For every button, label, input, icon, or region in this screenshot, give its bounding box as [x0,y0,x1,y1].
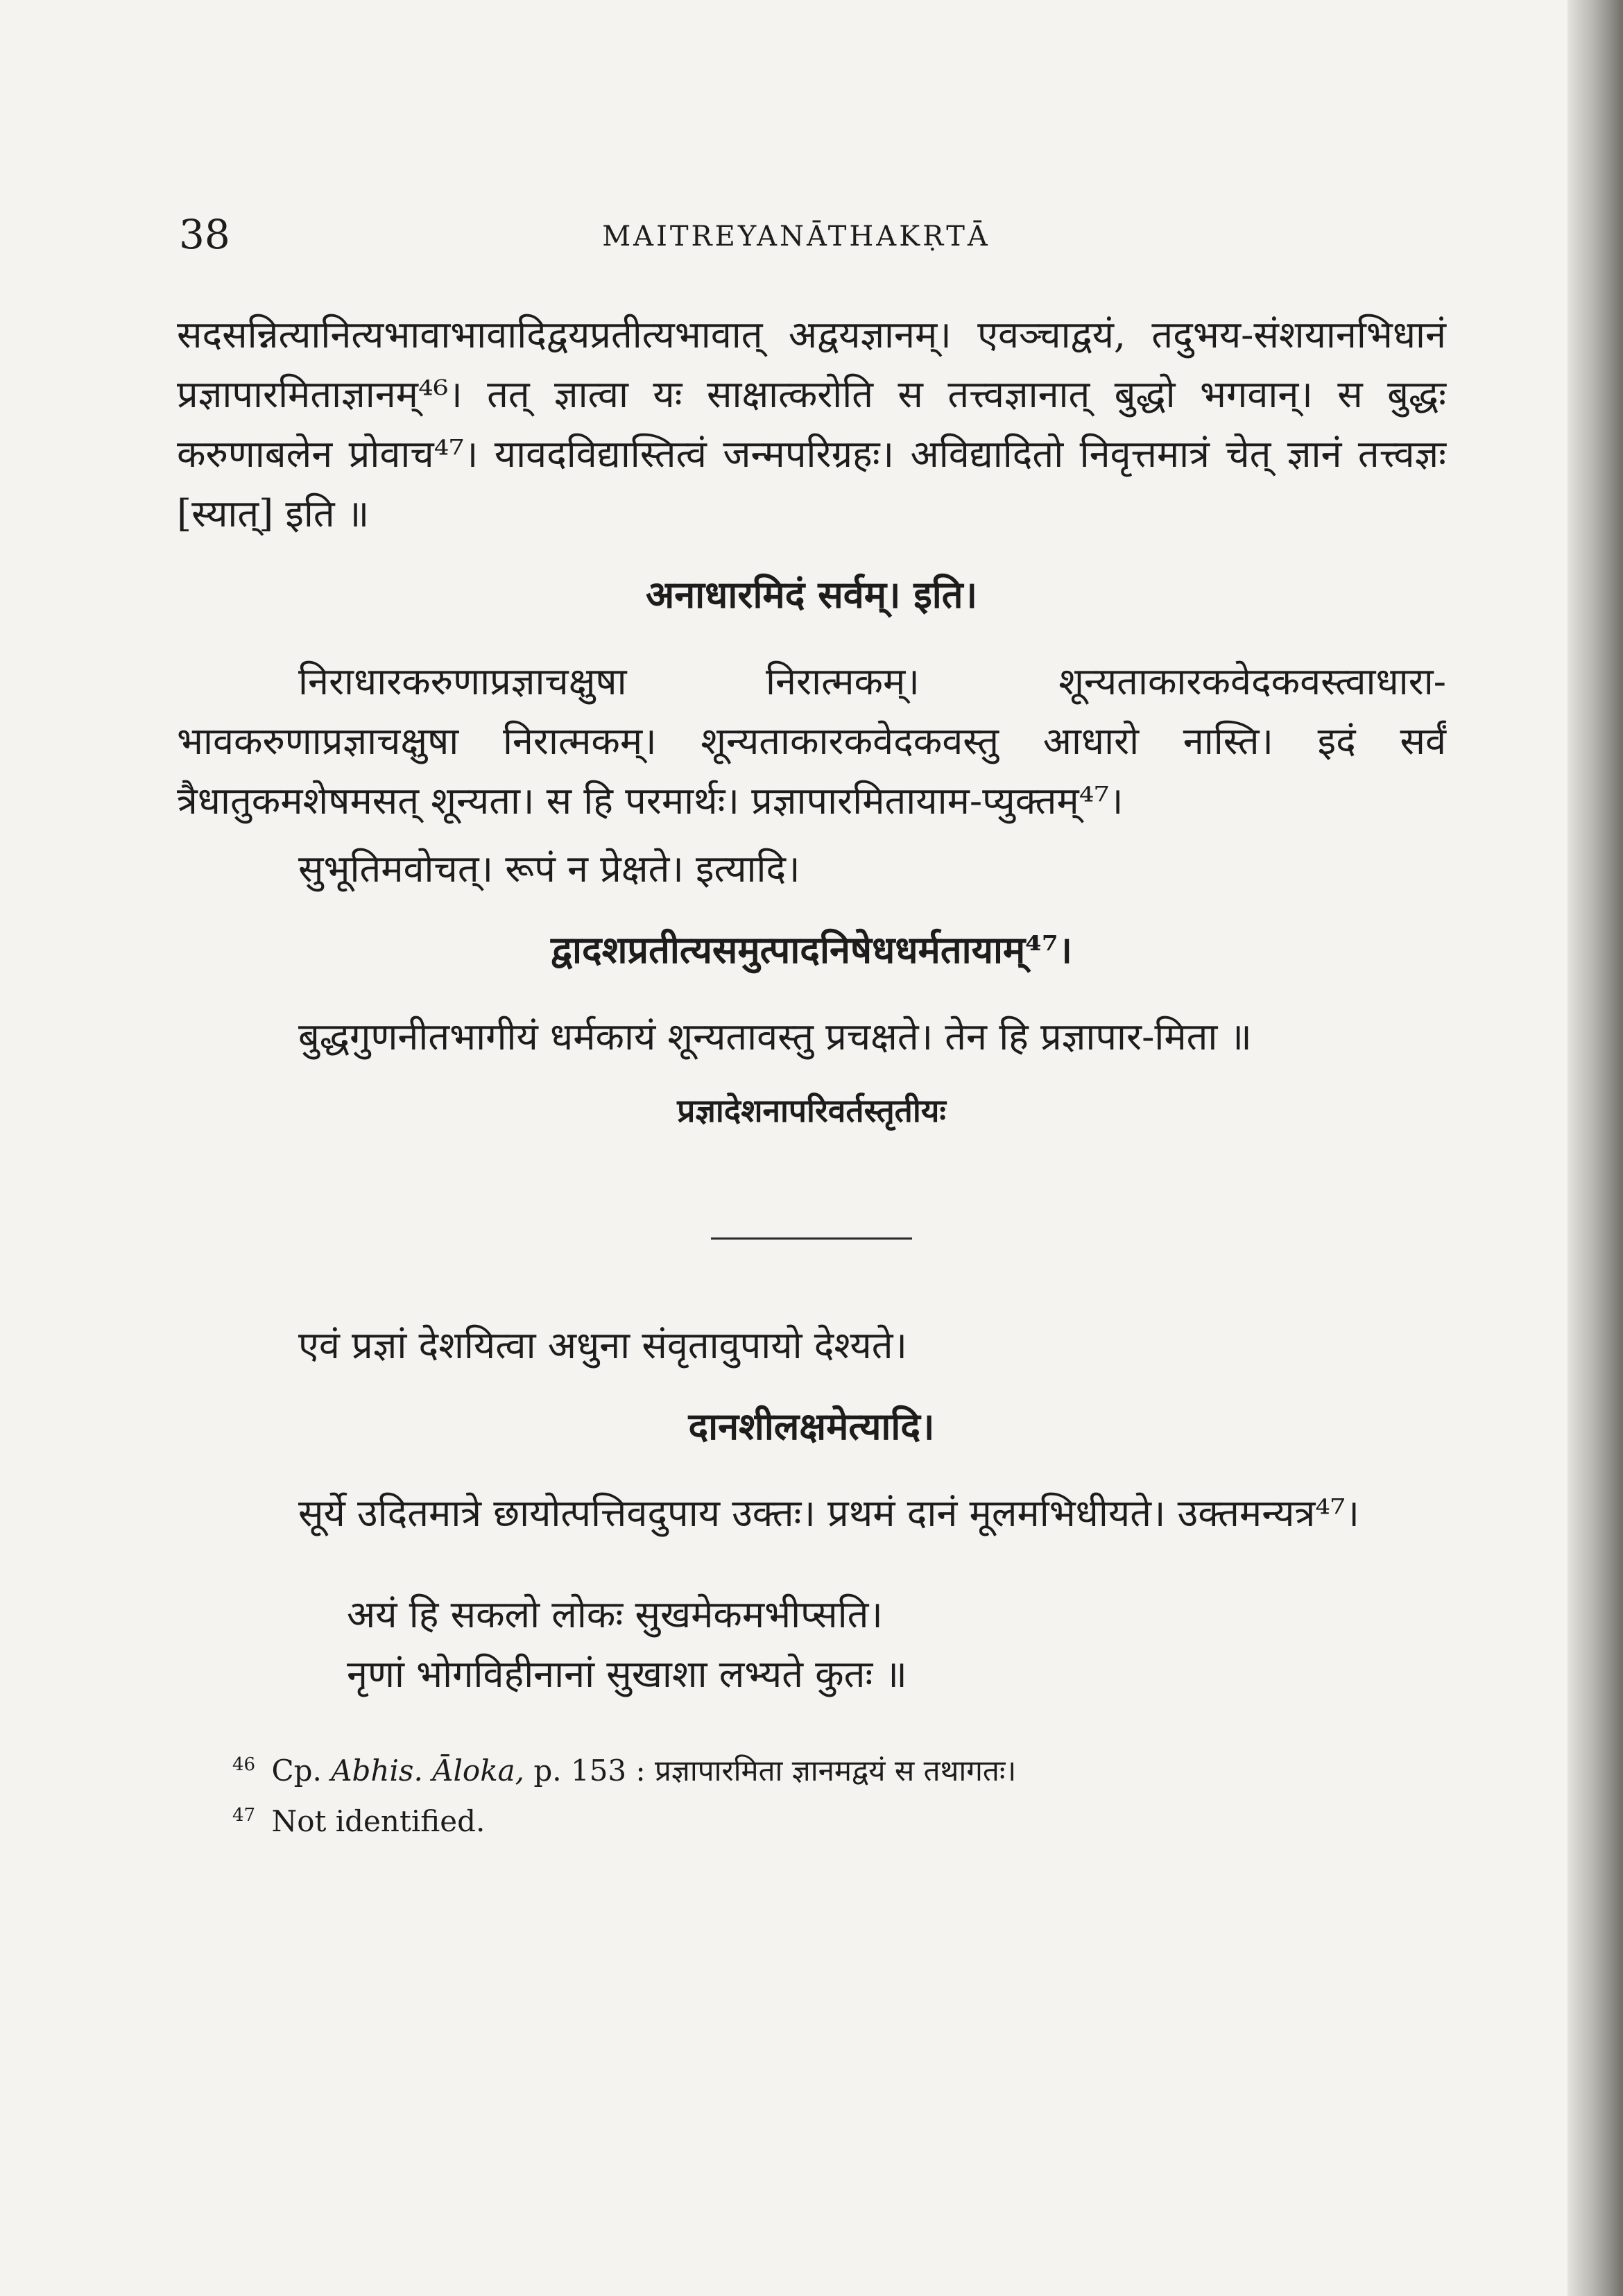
footnotes [177,1742,1446,1844]
paragraph-2: निराधारकरुणाप्रज्ञाचक्षुषा निरात्मकम्। शून्यताकारकवेदकवस्त्वाधारा-भावकरुणाप्रज्ञाचक्षुषा निरात्मकम्। शून्यताकारकवेदकवस्तु आधारो नास्ति। इदं सर्वं त्रैधातुकमशेषमसत् शून्यता। स हि परमार्थः। प्रज्ञापारमितायाम-प्युक्तम्⁴⁷। [177,660,1446,823]
page-header [179,207,1414,269]
section-divider [711,1237,912,1240]
chapter-colophon: प्रज्ञादेशनापरिवर्तस्तृतीयः [677,1092,946,1129]
page-number: 38 [179,211,230,258]
paragraph-5: एवं प्रज्ञां देशयित्वा अधुना संवृतावुपायो देश्यते। [298,1323,907,1367]
page-body [177,305,1446,1844]
running-head: MAITREYANĀTHAKṚTĀ [602,221,990,252]
verse-block [177,1585,1446,1704]
verse-line-1: अयं हि सकलो लोकः सुखमेकमभीप्सति। [347,1593,883,1636]
footnote-46 [232,1742,1446,1793]
verse-line-2: नृणां भोगविहीनानां सुखाशा लभ्यते कुतः ॥ [347,1652,907,1696]
section-heading-dana: दानशीलक्षमेत्यादि। [688,1404,935,1448]
footnote-mark: 46 [232,1754,256,1775]
paragraph-3: सुभूतिमवोचत्। रूपं न प्रेक्षते। इत्यादि। [298,847,800,891]
section-heading-dvadasa: द्वादशप्रतीत्यसमुत्पादनिषेधधर्मतायाम्⁴⁷। [550,927,1072,972]
paragraph-1: सदसन्नित्यानित्यभावाभावादिद्वयप्रतीत्यभावात् अद्वयज्ञानम्। एवञ्चाद्वयं, तदुभय-संशयानभिधानं प्रज्ञापारमिताज्ञानम्⁴⁶। तत् ज्ञात्वा यः साक्षात्करोति स तत्त्वज्ञानात् बुद्धो भगवान्। स बुद्धः करुणाबलेन प्रोवाच⁴⁷। यावदविद्यास्तित्वं जन्मपरिग्रहः। अविद्यादितो निवृत्तमात्रं चेत् ज्ञानं तत्त्वज्ञः [स्यात्] इति ॥ [177,313,1446,536]
paragraph-4: बुद्धगुणनीतभागीयं धर्मकायं शून्यतावस्तु प्रचक्षते। तेन हि प्रज्ञापार-मिता ॥ [298,1015,1252,1059]
footnote-text: p. 153 : प्रज्ञापारमिता ज्ञानमद्वयं स तथागतः। [533,1754,1017,1788]
footnote-source: Abhis. Āloka, [331,1754,525,1788]
footnote-prefix: Cp. [271,1754,322,1788]
paragraph-6: सूर्ये उदितमात्रे छायोत्पत्तिवदुपाय उक्तः। प्रथमं दानं मूलमभिधीयते। उक्तमन्यत्र⁴⁷। [298,1491,1360,1535]
footnote-text: Not identified. [271,1804,486,1838]
section-heading-anadhara: अनाधारमिदं सर्वम्। इति। [645,572,978,617]
footnote-mark: 47 [232,1805,256,1826]
page-edge-shadow [1568,0,1623,2296]
footnote-47 [232,1793,1446,1844]
